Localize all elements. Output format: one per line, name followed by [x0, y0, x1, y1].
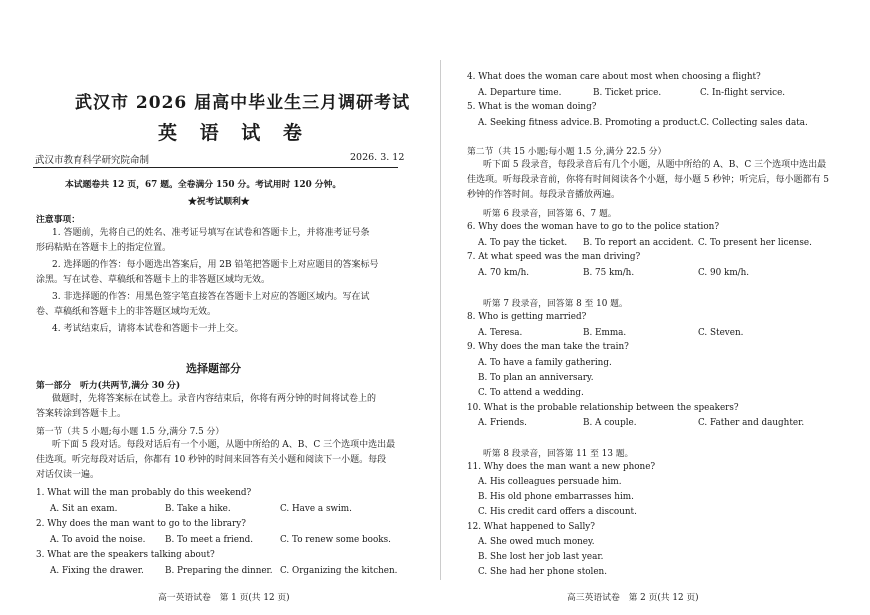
- sec2-heading: 第二节（共 15 小题;每小题 1.5 分,满分 22.5 分）: [467, 147, 667, 157]
- option-3c: C. Organizing the kitchen.: [280, 566, 398, 576]
- sec1-heading: 第一节（共 5 小题;每小题 1.5 分,满分 7.5 分）: [36, 427, 225, 437]
- sec1-desc: 听下面 5 段对话。每段对话后有一个小题，从题中所给的 A、B、C 三个选项中选出最: [52, 440, 396, 450]
- page-footer: 高一英语试卷 第 1 页(共 12 页): [158, 593, 290, 603]
- question-5: 5. What is the woman doing?: [467, 102, 597, 112]
- note-line: 形码粘贴在答题卡上的指定位置。: [36, 243, 172, 253]
- note-line: 卷、草稿纸和答题卡上的非答题区域均无效。: [36, 307, 217, 317]
- option-11a: A. His colleagues persuade him.: [478, 477, 622, 487]
- part1-heading: 第一部分 听力(共两节,满分 30 分): [36, 381, 181, 391]
- sec1-desc: 对话仅读一遍。: [36, 470, 100, 480]
- sec2-desc: 佳选项。听每段录音前，你将有时间阅读各个小题，每小题 5 秒钟；听完后，每小题都有 5: [467, 175, 830, 185]
- option-5b: B. Promoting a product.: [593, 118, 701, 128]
- option-2b: B. To meet a friend.: [165, 535, 254, 545]
- question-10: 10. What is the probable relationship between the speakers?: [467, 403, 739, 413]
- page-footer: 高三英语试卷 第 2 页(共 12 页): [567, 593, 699, 603]
- option-8b: B. Emma.: [583, 328, 627, 338]
- question-3: 3. What are the speakers talking about?: [36, 550, 215, 560]
- option-4a: A. Departure time.: [478, 88, 562, 98]
- option-12c: C. She had her phone stolen.: [478, 567, 608, 577]
- section-title: 选择题部分: [186, 362, 241, 375]
- note-line: 1. 答题前，先将自己的姓名、准考证号填写在试卷和答题卡上，并将准考证号条: [52, 228, 370, 238]
- option-6c: C. To present her license.: [698, 238, 812, 248]
- option-2c: C. To renew some books.: [280, 535, 391, 545]
- option-3a: A. Fixing the drawer.: [50, 566, 144, 576]
- audio-instruction-7: 听第 7 段录音，回答第 8 至 10 题。: [483, 299, 628, 309]
- note-line: 2. 选择题的作答：每小题选出答案后，用 2B 铅笔把答题卡上对应题目的答案标号: [52, 260, 379, 270]
- option-1c: C. Have a swim.: [280, 504, 352, 514]
- option-12b: B. She lost her job last year.: [478, 552, 604, 562]
- option-9a: A. To have a family gathering.: [478, 358, 612, 368]
- note-line: 3. 非选择题的作答：用黑色签字笔直接答在答题卡上对应的答题区域内。写在试: [52, 292, 370, 302]
- exam-subtitle: 英 语 试 卷: [158, 122, 310, 144]
- sec2-desc: 听下面 5 段录音，每段录音后有几个小题，从题中所给的 A、B、C 三个选项中选出最: [483, 160, 827, 170]
- option-8c: C. Steven.: [698, 328, 744, 338]
- option-11b: B. His old phone embarrasses him.: [478, 492, 634, 502]
- option-8a: A. Teresa.: [478, 328, 523, 338]
- sec2-desc: 秒钟的作答时间。每段录音播放两遍。: [467, 190, 621, 200]
- note-line: 涂黑。写在试卷、草稿纸和答题卡上的非答题区域均无效。: [36, 275, 271, 285]
- option-1a: A. Sit an exam.: [50, 504, 118, 514]
- option-4c: C. In-flight service.: [700, 88, 786, 98]
- question-11: 11. Why does the man want a new phone?: [467, 462, 656, 472]
- notes-heading: 注意事项：: [36, 215, 80, 225]
- question-6: 6. Why does the woman have to go to the police station?: [467, 222, 720, 232]
- option-7c: C. 90 km/h.: [698, 268, 750, 278]
- option-7b: B. 75 km/h.: [583, 268, 635, 278]
- option-2a: A. To avoid the noise.: [50, 535, 146, 545]
- right-page: [435, 0, 870, 615]
- question-7: 7. At what speed was the man driving?: [467, 252, 641, 262]
- exam-date: 2026. 3. 12: [350, 152, 405, 163]
- option-3b: B. Preparing the dinner.: [165, 566, 273, 576]
- option-10a: A. Friends.: [478, 418, 527, 428]
- part1-desc: 答案转涂到答题卡上。: [36, 409, 127, 419]
- exam-title: 武汉市 2026 届高中毕业生三月调研考试: [75, 93, 411, 113]
- option-5a: A. Seeking fitness advice.: [478, 118, 593, 128]
- option-12a: A. She owed much money.: [478, 537, 595, 547]
- part1-desc: 做题时，先将答案标在试卷上。录音内容结束后，你将有两分钟的时间将试卷上的: [52, 394, 377, 404]
- option-4b: B. Ticket price.: [593, 88, 662, 98]
- header-rule: [33, 167, 398, 168]
- exam-info: 本试题卷共 12 页，67 题。全卷满分 150 分。考试用时 120 分钟。: [65, 180, 342, 190]
- option-6a: A. To pay the ticket.: [478, 238, 568, 248]
- good-luck: ★祝考试顺利★: [188, 197, 250, 207]
- audio-instruction-8: 听第 8 段录音，回答第 11 至 13 题。: [483, 449, 634, 459]
- audio-instruction-6: 听第 6 段录音，回答第 6、7 题。: [483, 209, 617, 219]
- option-10c: C. Father and daughter.: [698, 418, 805, 428]
- option-9c: C. To attend a wedding.: [478, 388, 584, 398]
- option-6b: B. To report an accident.: [583, 238, 694, 248]
- option-5c: C. Collecting sales data.: [700, 118, 808, 128]
- question-2: 2. Why does the man want to go to the library?: [36, 519, 246, 529]
- question-4: 4. What does the woman care about most when choosing a flight?: [467, 72, 761, 82]
- option-11c: C. His credit card offers a discount.: [478, 507, 637, 517]
- question-8: 8. Who is getting married?: [467, 312, 587, 322]
- option-9b: B. To plan an anniversary.: [478, 373, 594, 383]
- question-12: 12. What happened to Sally?: [467, 522, 595, 532]
- question-1: 1. What will the man probably do this weekend?: [36, 488, 252, 498]
- option-1b: B. Take a hike.: [165, 504, 231, 514]
- sec1-desc: 佳选项。听完每段对话后，你都有 10 秒钟的时间来回答有关小题和阅读下一小题。每段: [36, 455, 387, 465]
- option-7a: A. 70 km/h.: [478, 268, 530, 278]
- issuer: 武汉市教育科学研究院命制: [35, 155, 150, 166]
- note-line: 4. 考试结束后，请将本试卷和答题卡一并上交。: [52, 324, 244, 334]
- option-10b: B. A couple.: [583, 418, 637, 428]
- question-9: 9. Why does the man take the train?: [467, 342, 629, 352]
